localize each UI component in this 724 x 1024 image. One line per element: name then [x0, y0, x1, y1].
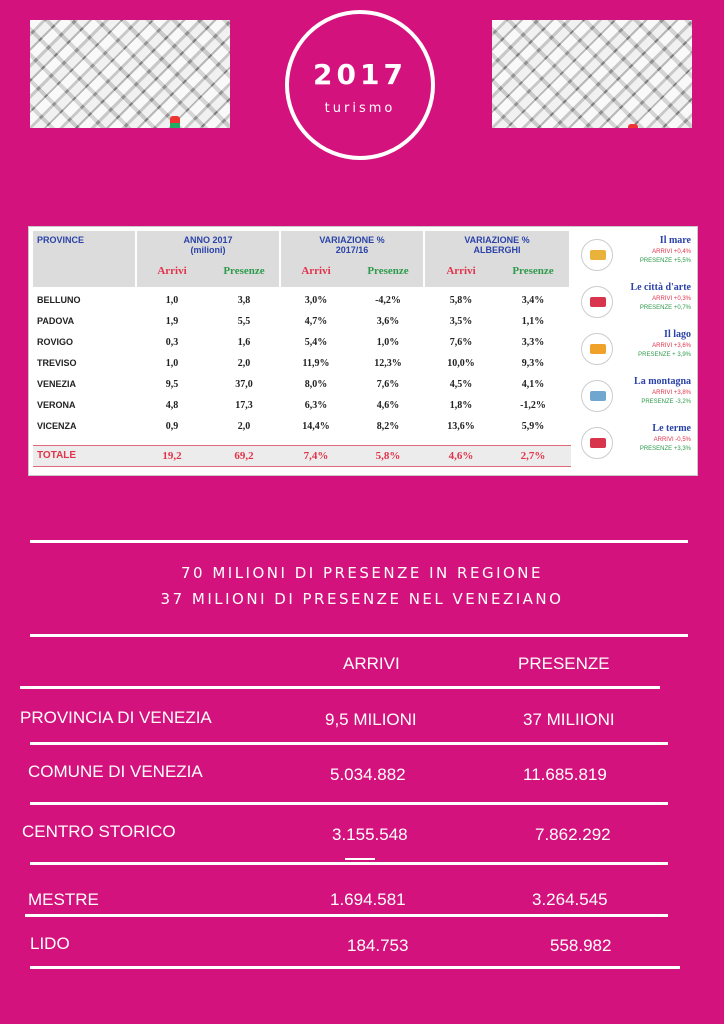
- subheader-arrivi: Arrivi: [301, 265, 331, 277]
- subheader-presenze: Presenze: [512, 265, 554, 277]
- sector-mare: [577, 233, 693, 277]
- cell-var-presenze: 12,3%: [374, 358, 402, 369]
- cell-alb-arrivi: 4,5%: [449, 379, 473, 390]
- total-var-arrivi: 7,4%: [303, 450, 329, 462]
- cell-var-presenze: -4,2%: [375, 295, 401, 306]
- stats-header-presenze: PRESENZE: [518, 654, 610, 673]
- lake-icon: [581, 333, 613, 365]
- cell-alb-presenze: 4,1%: [521, 379, 545, 390]
- divider-line: [30, 742, 668, 745]
- divider-line: [30, 802, 668, 805]
- cell-var-arrivi: 11,9%: [302, 358, 330, 369]
- total-row: [33, 445, 571, 467]
- sector-name: La montagna: [634, 376, 691, 387]
- table-row: [33, 354, 571, 375]
- province-name: TREVISO: [37, 358, 77, 368]
- total-arrivi: 19,2: [162, 450, 182, 462]
- maze-image-right: [492, 20, 692, 128]
- sector-presenze: PRESENZE +3,3%: [639, 446, 691, 452]
- cell-arrivi: 1,9: [165, 316, 179, 327]
- divider-line: [30, 966, 680, 969]
- province-name: VERONA: [37, 400, 76, 410]
- cell-var-arrivi: 14,4%: [302, 421, 330, 432]
- divider-line: [30, 634, 688, 637]
- province-name: BELLUNO: [37, 295, 81, 305]
- cell-arrivi: 1,0: [165, 295, 179, 306]
- stats-row-arrivi: 3.155.548: [332, 825, 408, 844]
- summary-line-2: 37 MILIONI DI PRESENZE NEL VENEZIANO: [160, 590, 564, 608]
- cell-presenze: 2,0: [237, 358, 251, 369]
- stats-row-label: COMUNE DI VENEZIA: [28, 762, 203, 781]
- year-text: 2017: [313, 58, 407, 91]
- table-row: [33, 396, 571, 417]
- table-row: [33, 291, 571, 312]
- cell-presenze: 17,3: [235, 400, 253, 411]
- sector-arrivi: ARRIVI +0,3%: [652, 296, 691, 302]
- stats-row-label: LIDO: [30, 934, 70, 953]
- divider-line: [20, 686, 660, 689]
- divider-line: [30, 862, 668, 865]
- total-alb-presenze: 2,7%: [520, 450, 546, 462]
- cell-arrivi: 9,5: [165, 379, 179, 390]
- cell-arrivi: 0,9: [165, 421, 179, 432]
- cell-var-presenze: 1,0%: [376, 337, 400, 348]
- stats-row-presenze: 558.982: [550, 936, 612, 955]
- cell-alb-presenze: 5,9%: [521, 421, 545, 432]
- city-icon: [581, 286, 613, 318]
- cell-arrivi: 1,0: [165, 358, 179, 369]
- sector-terme: [577, 421, 693, 465]
- header-variazione: VARIAZIONE % 2017/16: [319, 235, 385, 255]
- cell-alb-presenze: 3,3%: [521, 337, 545, 348]
- divider-line: [25, 914, 668, 917]
- cell-var-arrivi: 6,3%: [304, 400, 328, 411]
- sector-presenze: PRESENZE +5,5%: [639, 258, 691, 264]
- sector-montagna: [577, 374, 693, 418]
- maze-image-left: [30, 20, 230, 128]
- cell-arrivi: 0,3: [165, 337, 179, 348]
- sector-lago: [577, 327, 693, 371]
- stats-row-presenze: 3.264.545: [532, 890, 608, 909]
- cell-alb-presenze: 9,3%: [521, 358, 545, 369]
- header-province: PROVINCE: [37, 235, 85, 245]
- cell-presenze: 3,8: [237, 295, 251, 306]
- stats-row-arrivi: 5.034.882: [330, 765, 406, 784]
- mountain-icon: [581, 380, 613, 412]
- cell-alb-presenze: -1,2%: [520, 400, 546, 411]
- province-name: VENEZIA: [37, 379, 77, 389]
- sector-name: Il mare: [659, 235, 691, 246]
- sector-sidebar: [577, 233, 693, 469]
- waves-icon: [581, 239, 613, 271]
- table-row: [33, 312, 571, 333]
- sector-name: Il lago: [664, 329, 691, 340]
- subtitle-text: turismo: [324, 101, 396, 116]
- cell-var-arrivi: 5,4%: [304, 337, 328, 348]
- header-anno: ANNO 2017 (milioni): [183, 235, 233, 255]
- subheader-presenze: Presenze: [367, 265, 409, 277]
- cell-alb-arrivi: 7,6%: [449, 337, 473, 348]
- sector-arrivi: ARRIVI -0,5%: [653, 437, 691, 443]
- stats-row-presenze: 11.685.819: [523, 765, 607, 784]
- total-var-presenze: 5,8%: [375, 450, 401, 462]
- stats-row-label: MESTRE: [28, 890, 99, 909]
- stats-row-label: PROVINCIA DI VENEZIA: [20, 708, 212, 727]
- spa-icon: [581, 427, 613, 459]
- header-variazione-alberghi: VARIAZIONE % ALBERGHI: [464, 235, 530, 255]
- stats-row-presenze: 37 MILIIONI: [523, 710, 615, 729]
- table-row: [33, 375, 571, 396]
- subheader-presenze: Presenze: [223, 265, 265, 277]
- sector-arrivi: ARRIVI +3,6%: [652, 343, 691, 349]
- stats-row-label: CENTRO STORICO: [22, 822, 176, 841]
- cell-var-presenze: 7,6%: [376, 379, 400, 390]
- stats-row-arrivi: 9,5 MILIONI: [325, 710, 417, 729]
- province-name: VICENZA: [37, 421, 77, 431]
- cell-var-presenze: 3,6%: [376, 316, 400, 327]
- table-row: [33, 417, 571, 438]
- sector-presenze: PRESENZE -3,2%: [641, 399, 691, 405]
- cell-var-arrivi: 8,0%: [304, 379, 328, 390]
- total-presenze: 69,2: [234, 450, 254, 462]
- cell-alb-arrivi: 13,6%: [447, 421, 475, 432]
- cell-var-presenze: 8,2%: [376, 421, 400, 432]
- sector-arrivi: ARRIVI +3,8%: [652, 390, 691, 396]
- cell-alb-arrivi: 5,8%: [449, 295, 473, 306]
- table-row: [33, 333, 571, 354]
- cell-var-presenze: 4,6%: [376, 400, 400, 411]
- sector-name: Le terme: [652, 423, 691, 434]
- sector-name: Le città d'arte: [630, 282, 691, 293]
- cell-arrivi: 4,8: [165, 400, 179, 411]
- sector-arrivi: ARRIVI +0,4%: [652, 249, 691, 255]
- divider-line: [345, 858, 375, 860]
- province-name: ROVIGO: [37, 337, 74, 347]
- stats-row-arrivi: 1.694.581: [330, 890, 406, 909]
- total-alb-arrivi: 4,6%: [448, 450, 474, 462]
- person-figure-icon: [170, 116, 180, 128]
- sector-citta-arte: [577, 280, 693, 324]
- cell-presenze: 1,6: [237, 337, 251, 348]
- cell-alb-arrivi: 3,5%: [449, 316, 473, 327]
- sector-presenze: PRESENZE +0,7%: [639, 305, 691, 311]
- cell-presenze: 5,5: [237, 316, 251, 327]
- sector-presenze: PRESENZE + 3,9%: [638, 352, 691, 358]
- cell-var-arrivi: 3,0%: [304, 295, 328, 306]
- person-figure-icon: [628, 124, 638, 128]
- cell-alb-presenze: 3,4%: [521, 295, 545, 306]
- cell-var-arrivi: 4,7%: [304, 316, 328, 327]
- stats-row-presenze: 7.862.292: [535, 825, 611, 844]
- year-badge: [285, 10, 435, 160]
- cell-alb-arrivi: 10,0%: [447, 358, 475, 369]
- province-name: PADOVA: [37, 316, 75, 326]
- cell-alb-presenze: 1,1%: [521, 316, 545, 327]
- divider-line: [30, 540, 688, 543]
- summary-line-1: 70 MILIONI DI PRESENZE IN REGIONE: [180, 564, 543, 582]
- stats-header-arrivi: ARRIVI: [343, 654, 400, 673]
- cell-presenze: 37,0: [235, 379, 253, 390]
- total-label: TOTALE: [37, 450, 77, 461]
- cell-alb-arrivi: 1,8%: [449, 400, 473, 411]
- stats-row-arrivi: 184.753: [347, 936, 409, 955]
- subheader-arrivi: Arrivi: [446, 265, 476, 277]
- subheader-arrivi: Arrivi: [157, 265, 187, 277]
- cell-presenze: 2,0: [237, 421, 251, 432]
- province-table: [28, 226, 698, 476]
